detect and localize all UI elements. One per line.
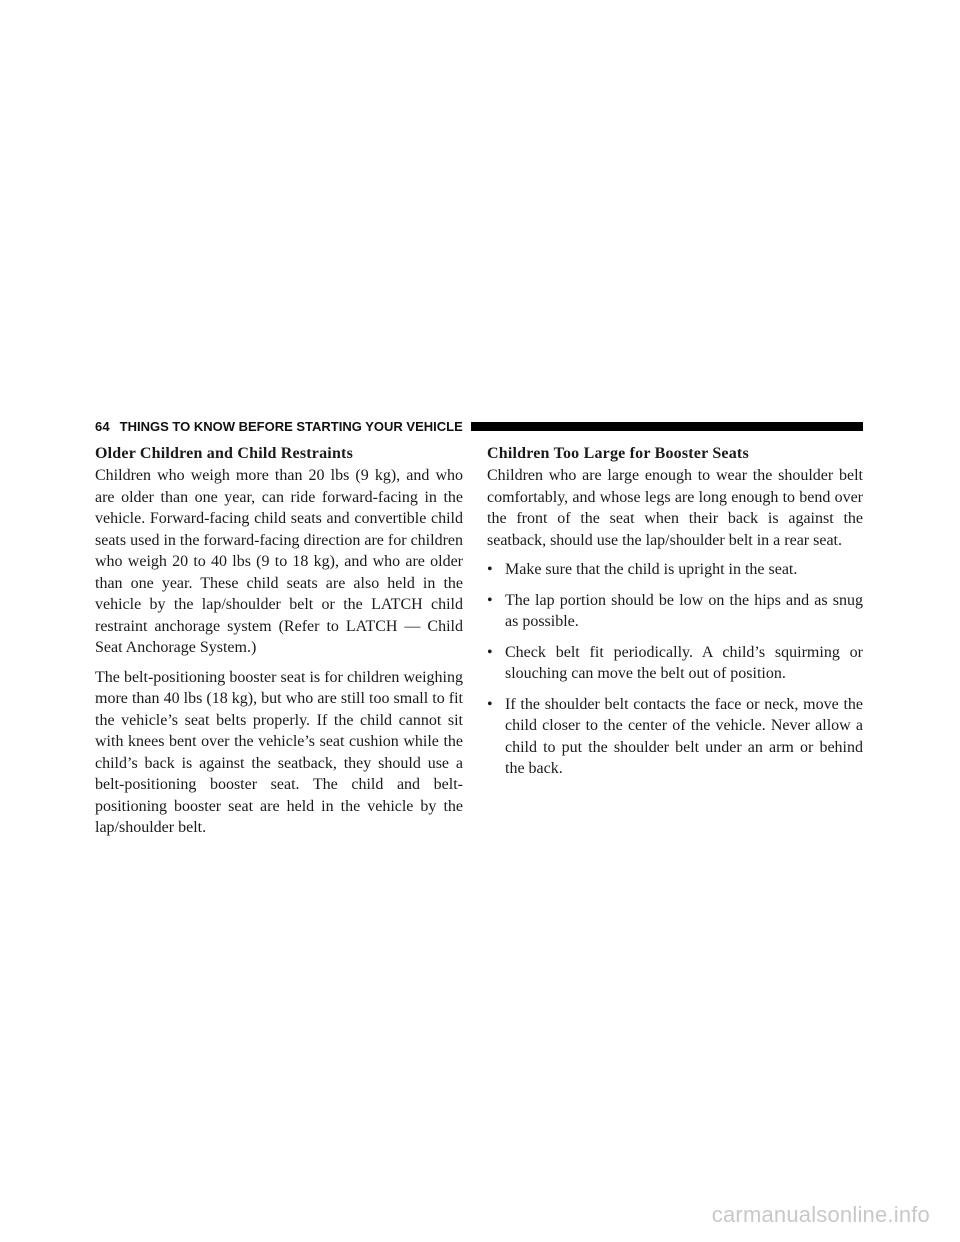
too-large-heading: Children Too Large for Booster Seats — [487, 445, 749, 462]
list-item — [487, 590, 863, 633]
bullet-icon: • — [487, 591, 493, 609]
list-item — [487, 642, 863, 685]
page-number: 64 — [95, 418, 110, 434]
right-column — [487, 443, 863, 789]
bullet-icon: • — [487, 643, 493, 661]
left-column — [95, 443, 463, 847]
list-item — [487, 694, 863, 780]
list-item-text: Make sure that the child is upright in the seat. — [505, 561, 798, 578]
paragraph-forward-facing: Children who weigh more than 20 lbs (9 kg), and who are older than one year, can ride forward-facing in the vehicle. Forward-facing child seats and convertible child seats used in the forward-facing direction are for children who weigh 20 to 40 lbs (9 to 18 kg), and who are older than one year. These child seats are also held in the vehicle by the lap/shoulder belt or the LATCH child restraint anchorage system (Refer to LATCH — Child Seat Anchorage System.) — [95, 467, 463, 656]
list-item-text: Check belt fit periodically. A child’s squirming or slouching can move the belt out of position. — [505, 643, 863, 682]
paragraph-booster-seat: The belt-positioning booster seat is for children weighing more than 40 lbs (18 kg), but who are still too small to fit the vehicle’s seat belts properly. If the child cannot sit with knees bent over the vehicle’s seat cushion while the child’s back is against the seatback, they should use a belt-positioning booster seat. The child and belt-positioning booster seat are held in the vehicle by the lap/shoulder belt. — [95, 668, 463, 836]
bullet-list — [487, 559, 863, 780]
paragraph-intro: Children who are large enough to wear the shoulder belt comfortably, and whose legs are long enough to bend over the front of the seat when their back is against the seatback, should use the lap/shoulder belt in a rear seat. — [487, 467, 863, 549]
watermark: carmanualsonline.info — [711, 1202, 930, 1227]
page-header — [95, 418, 863, 434]
list-item — [487, 559, 863, 581]
list-item-text: The lap portion should be low on the hips and as snug as possible. — [505, 591, 863, 630]
section-title: THINGS TO KNOW BEFORE STARTING YOUR VEHICLE — [119, 418, 463, 434]
bullet-icon: • — [487, 695, 493, 713]
list-item-text: If the shoulder belt contacts the face or neck, move the child closer to the center of the vehicle. Never allow a child to put the shoulder belt under an arm or behind the back. — [505, 695, 863, 777]
older-children-heading: Older Children and Child Restraints — [95, 445, 354, 462]
bullet-icon: • — [487, 561, 493, 578]
header-rule — [471, 422, 863, 431]
